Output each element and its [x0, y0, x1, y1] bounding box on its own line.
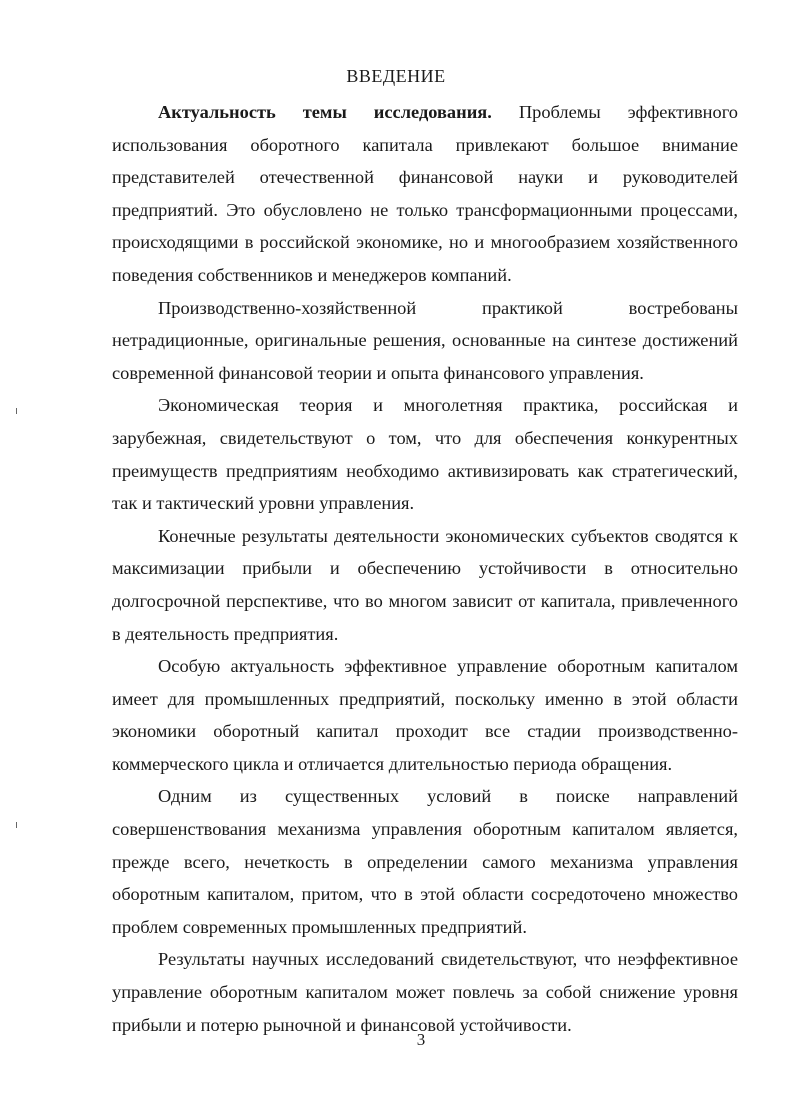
paragraph-text: Результаты научных исследований свидетельствуют, что неэффективное управление оборотным капиталом может повлечь за собой снижение уровня прибыли и потерю рыночной и финансовой устойчивости. [112, 949, 738, 1035]
paragraph-text: Проблемы эффективного использования оборотного капитала привлекают большое внимание представителей отечественной финансовой науки и руководителей предприятий. Это обусловлено не только трансформационными процессами, происходящими в российской экономике, но и многообразием хозяйственного поведения собственников и менеджеров компаний. [112, 102, 738, 285]
paragraph-lead: Актуальность темы исследования. [158, 102, 492, 122]
paragraph-7 [112, 943, 738, 1041]
paragraph-text: Одним из существенных условий в поиске направлений совершенствования механизма управления оборотным капиталом является, прежде всего, нечеткость в определении самого механизма управления оборотным капиталом, притом, что в этой области сосредоточено множество проблем современных промышленных предприятий. [112, 786, 738, 937]
paragraph-text: Конечные результаты деятельности экономических субъектов сводятся к максимизации прибыли и обеспечению устойчивости в относительно долгосрочной перспективе, что во многом зависит от капитала, привлеченного в деятельность предприятия. [112, 525, 738, 644]
page-number: 3 [416, 1030, 426, 1049]
paragraph-5 [112, 650, 738, 780]
margin-mark [16, 822, 17, 828]
paragraph-text: Экономическая теория и многолетняя практика, российская и зарубежная, свидетельствуют о том, что для обеспечения конкурентных преимуществ предприятиям необходимо активизировать как стратегический, так и тактический уровни управления. [112, 395, 738, 514]
margin-mark [16, 408, 17, 414]
paragraph-3 [112, 389, 738, 519]
paragraph-4 [112, 520, 738, 650]
body-text [112, 96, 738, 1041]
paragraph-6 [112, 780, 738, 943]
paragraph-text: Особую актуальность эффективное управление оборотным капиталом имеет для промышленных предприятий, поскольку именно в этой области экономики оборотный капитал проходит все стадии производственно-коммерческого цикла и отличается длительностью периода обращения. [112, 656, 738, 774]
page-title: ВВЕДЕНИЕ [346, 66, 446, 86]
paragraph-text: Производственно-хозяйственной практикой востребованы нетрадиционные, оригинальные решения, основанные на синтезе достижений современной финансовой теории и опыта финансового управления. [112, 297, 738, 383]
paragraph-1 [112, 96, 738, 292]
paragraph-2 [112, 292, 738, 390]
